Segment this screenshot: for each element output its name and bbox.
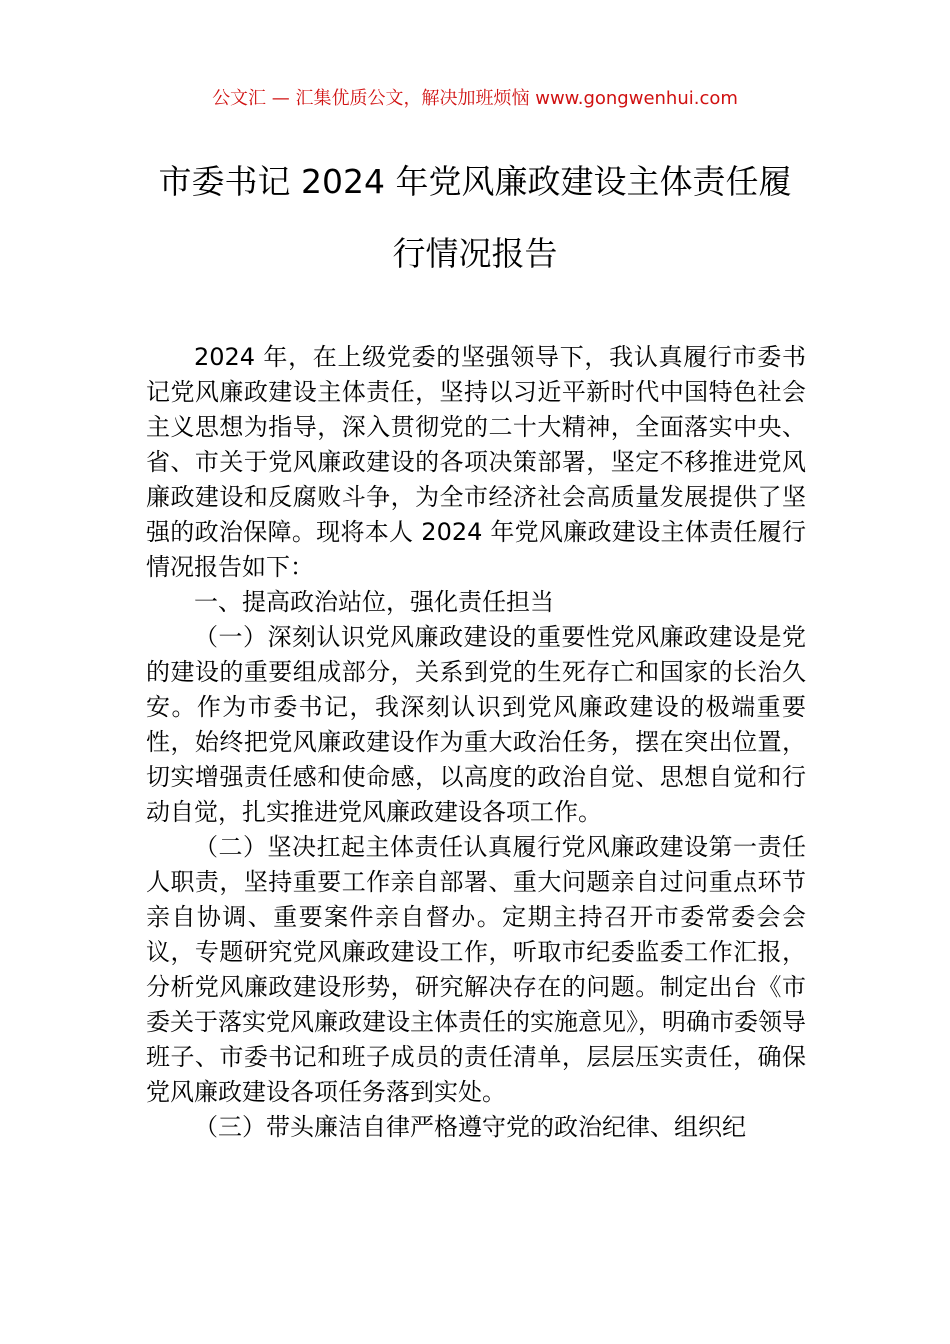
section-heading-1: 一、提高政治站位，强化责任担当 — [194, 588, 554, 616]
paragraph-intro: 2024 年，在上级党委的坚强领导下，我认真履行市委书记党风廉政建设主体责任，坚持以习近平新时代中国特色社会主义思想为指导，深入贯彻党的二十大精神，全面落实中央、省、市关于党风廉政建设的各项决策部署，坚定不移推进党风廉政建设和反腐败斗争，为全市经济社会高质量发展提供了坚强的政治保障。现将本人 2024 年党风廉政建设主体责任履行情况报告如下： — [146, 343, 806, 581]
header-banner: 公文汇 — 汇集优质公文，解决加班烦恼 www.gongwenhui.com — [212, 88, 738, 109]
document-title-line-1: 市委书记 2024 年党风廉政建设主体责任履 — [158, 162, 792, 201]
paragraph-section-1-3: （三）带头廉洁自律严格遵守党的政治纪律、组织纪 — [194, 1113, 746, 1141]
paragraph-section-1-1: （一）深刻认识党风廉政建设的重要性党风廉政建设是党的建设的重要组成部分，关系到党的生死存亡和国家的长治久安。作为市委书记，我深刻认识到党风廉政建设的极端重要性，始终把党风廉政建设作为重大政治任务，摆在突出位置，切实增强责任感和使命感，以高度的政治自觉、思想自觉和行动自觉，扎实推进党风廉政建设各项工作。 — [146, 623, 806, 826]
paragraph-section-1-2: （二）坚决扛起主体责任认真履行党风廉政建设第一责任人职责，坚持重要工作亲自部署、重大问题亲自过问重点环节亲自协调、重要案件亲自督办。定期主持召开市委常委会会议，专题研究党风廉政建设工作，听取市纪委监委工作汇报，分析党风廉政建设形势，研究解决存在的问题。制定出台《市委关于落实党风廉政建设主体责任的实施意见》，明确市委领导班子、市委书记和班子成员的责任清单，层层压实责任，确保党风廉政建设各项任务落到实处。 — [146, 833, 806, 1106]
document-body — [146, 340, 806, 1145]
document-title-line-2: 行情况报告 — [392, 234, 558, 273]
